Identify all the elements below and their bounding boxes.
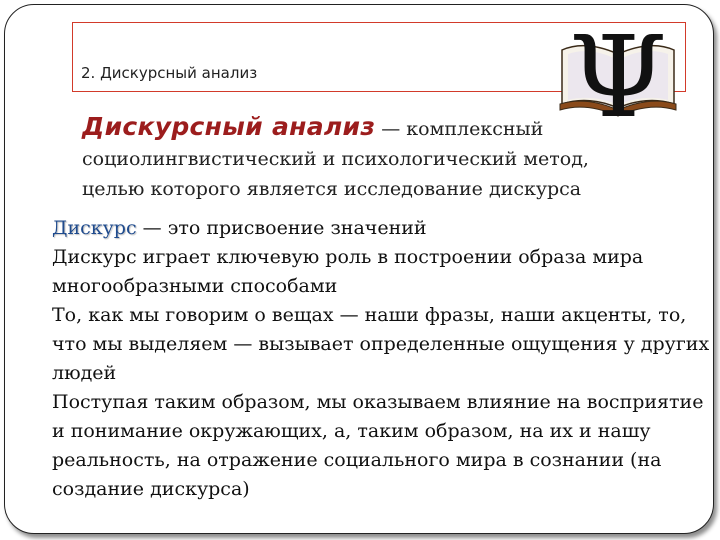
definition-dash: — <box>375 118 407 140</box>
discourse-term: Дискурс <box>52 217 137 239</box>
paragraph-1 <box>52 214 712 243</box>
definition-term: Дискурсный анализ <box>82 112 376 141</box>
slide-title: 2. Дискурсный анализ <box>81 64 258 82</box>
definition-block <box>82 112 642 204</box>
svg-text:Ψ: Ψ <box>568 13 668 130</box>
paragraph-1-rest: — это присвоение значений <box>136 217 427 239</box>
paragraph-3: То, как мы говорим о вещах — наши фразы, наши акценты, то, что мы выделяем — вызывает определенные ощущения у других людей <box>52 304 710 384</box>
paragraph-2: Дискурс играет ключевую роль в построении образа мира многообразными способами <box>52 246 644 297</box>
definition-text: комплексный социолингвистический и психологический метод, целью которого является исследование дискурса <box>82 118 589 200</box>
body-text <box>52 214 712 504</box>
paragraph-4: Поступая таким образом, мы оказываем влияние на восприятие и понимание окружающих, а, таким образом, на их и нашу реальность, на отражение социального мира в сознании (на создание дискурса) <box>52 391 704 500</box>
